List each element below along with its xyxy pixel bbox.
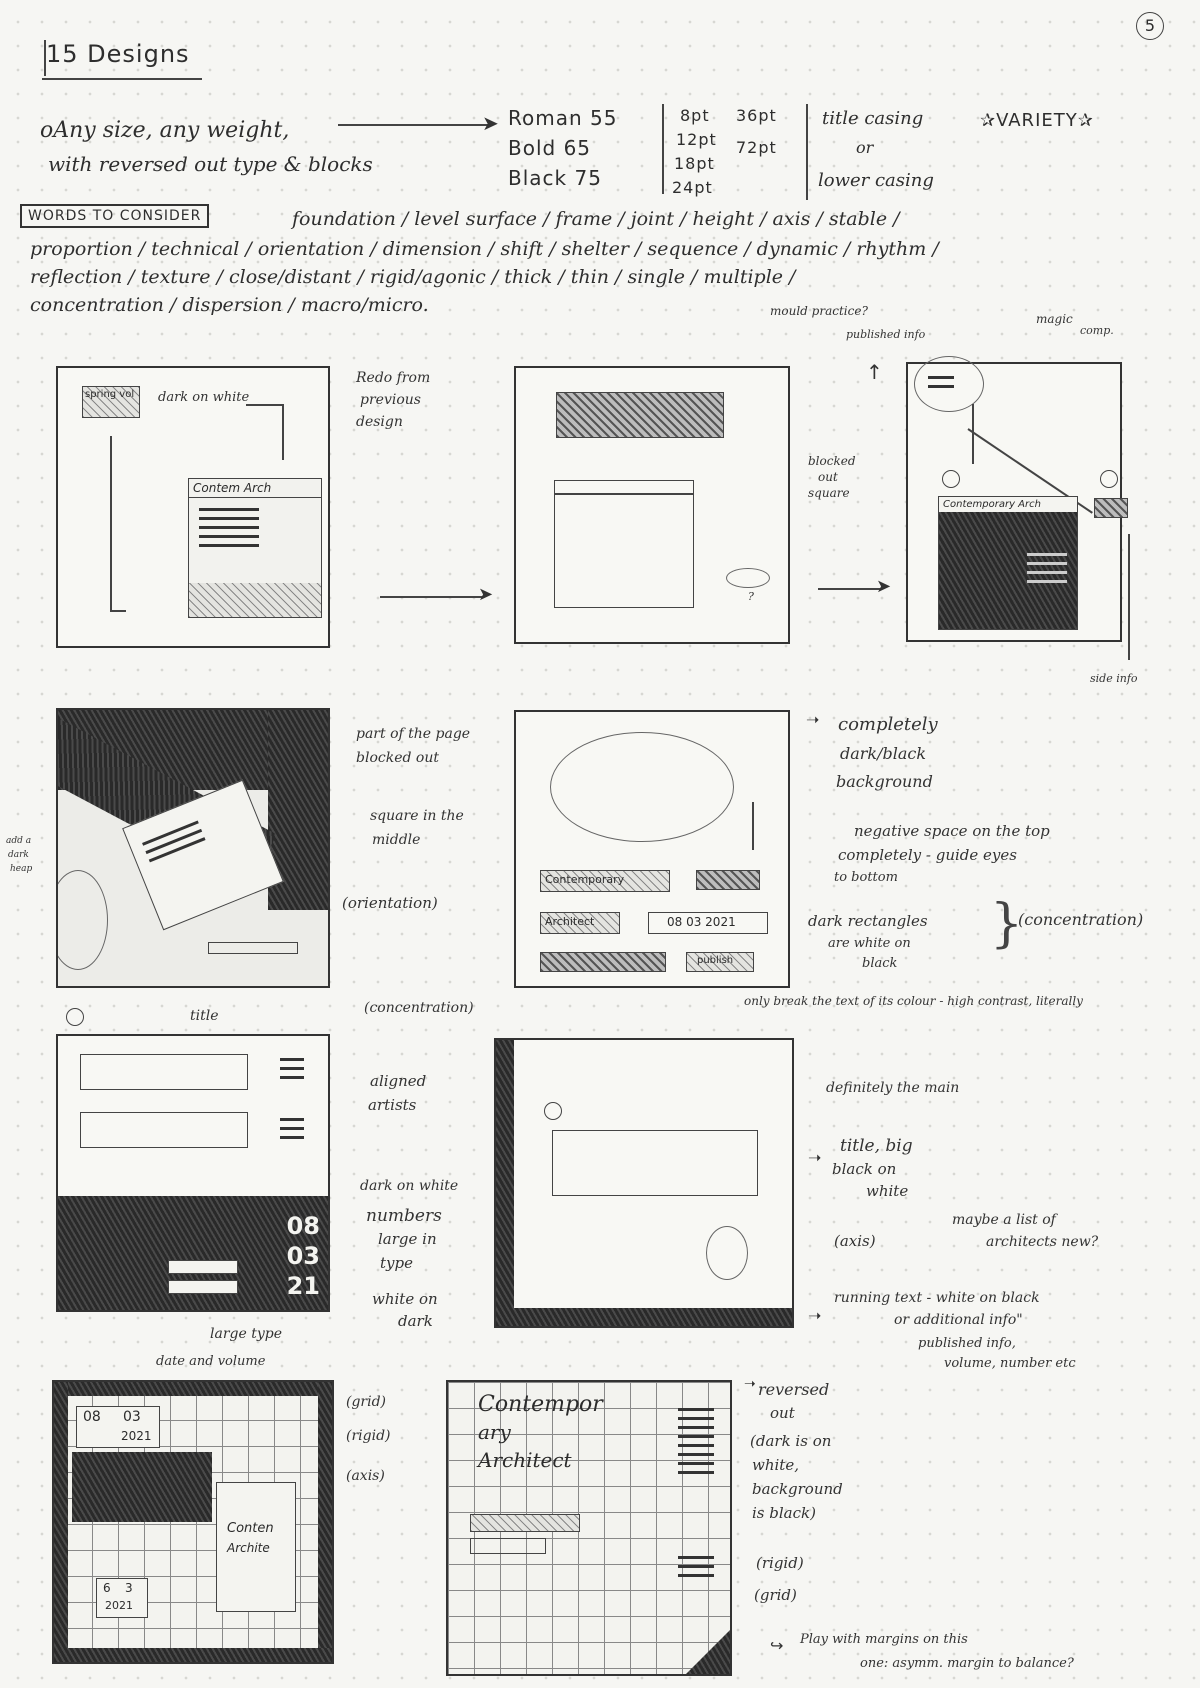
arrow-right-icon: ➤: [478, 584, 494, 605]
page-number: 5: [1136, 12, 1164, 40]
arrow-right-icon: ➝: [808, 1148, 822, 1167]
sketch-4b-text-3: Architect: [478, 1448, 572, 1472]
sketch-4a-small-3: 2021: [105, 1599, 133, 1612]
sketch-3b-concentration: (concentration): [364, 1000, 474, 1016]
sketch-4b-note-3: (dark is on: [750, 1432, 832, 1450]
size-18pt: 18pt: [674, 154, 715, 173]
sketch-2b-label-2: [540, 912, 620, 934]
arrow-right-icon: ➝: [744, 1376, 756, 1392]
sketch-1a-bracket-side: [282, 404, 284, 460]
variety-note: ✰VARIETY✰: [980, 110, 1094, 131]
redo-note-3: design: [356, 414, 403, 430]
sketch-1c-marker-2: [1100, 470, 1118, 488]
sketch-4b-corner: [686, 1630, 730, 1674]
sketch-1c: [906, 362, 1122, 642]
sketch-2b-publish-box: [686, 952, 754, 972]
sketch-3b: [494, 1038, 794, 1328]
sketch-2b-note-1: completely: [838, 714, 938, 735]
sketch-4b-tag-grid: (grid): [754, 1586, 797, 1604]
sketch-4a-date-3: 2021: [121, 1429, 152, 1443]
sketch-3a-aligned-1: aligned: [370, 1072, 427, 1090]
sketch-4a-tag-axis: (axis): [346, 1468, 385, 1484]
sketch-2b: [514, 710, 790, 988]
sketch-3b-dark-left: [496, 1040, 514, 1326]
sketch-2b-block-1: [696, 870, 760, 890]
sketch-1a-footer: [189, 583, 321, 617]
words-line-2: proportion / technical / orientation / dimension / shift / shelter / sequence / dynamic / rhythm /: [30, 238, 939, 260]
sketch-3a-digit-1: 08: [286, 1212, 320, 1240]
spec-line-2: with reversed out type & blocks: [48, 152, 373, 176]
words-line-1: foundation / level surface / frame / joint / height / axis / stable /: [292, 208, 900, 230]
sketch-3a-white-1: white on: [372, 1290, 438, 1308]
sketch-2a-square-1: square in the: [370, 808, 464, 824]
sketch-3b-dark-bottom: [496, 1308, 792, 1326]
size-36pt: 36pt: [736, 106, 777, 125]
sketch-4a-tag-rigid: (rigid): [346, 1428, 391, 1444]
sketch-3b-axis: (axis): [834, 1232, 876, 1250]
sketch-2a-note-1: part of the page: [356, 726, 471, 742]
sketch-1c-magic-1: magic: [1036, 312, 1073, 326]
sketch-2a-oval: [56, 870, 108, 970]
sketch-1a-label-box: [82, 386, 140, 418]
sketch-4b-tag-rigid: (rigid): [756, 1554, 804, 1572]
sketch-4b: [446, 1380, 732, 1676]
sketch-2b-label-2-text: Architect: [545, 915, 595, 928]
sketch-2a-side-2: dark: [8, 850, 29, 860]
sketch-2b-label-1: [540, 870, 670, 892]
sketch-2b-negative-2: completely - guide eyes: [838, 846, 1017, 864]
sketch-1a-content-title: Contem Arch: [189, 479, 321, 498]
sketch-1b-inner-line: [555, 493, 693, 495]
sketch-3a-dark-note: dark on white: [360, 1178, 459, 1194]
sketch-3a-numbers-1: numbers: [366, 1206, 442, 1226]
sketch-3b-definitely: definitely the main: [826, 1080, 960, 1096]
sketch-1a-label-text: spring vol: [85, 389, 135, 400]
sketch-2b-negative-3: to bottom: [834, 870, 898, 885]
sketch-1b-middle-block: [554, 480, 694, 608]
spec-line-1: oAny size, any weight,: [40, 118, 290, 143]
sketch-2a-note-2: blocked out: [356, 750, 439, 766]
sketch-4b-note-2: out: [770, 1404, 795, 1422]
sketch-4a: [52, 1380, 334, 1664]
sketch-1c-side-line: [1128, 534, 1130, 660]
sketch-1c-side-block: [1094, 498, 1128, 518]
sketch-1a-bracket-top: [246, 404, 284, 406]
sketch-2b-negative-1: negative space on the top: [854, 822, 1050, 840]
sketch-1b-question: ?: [748, 590, 754, 603]
sketch-3a-marker: [66, 1008, 84, 1026]
sketch-3a-white-box-2: [168, 1280, 238, 1294]
sketch-1c-marker-1: [942, 470, 960, 488]
sketch-4a-content-2: Archite: [227, 1541, 270, 1555]
sketch-2b-note-2: dark/black: [840, 744, 927, 763]
sketch-2b-date-text: 08 03 2021: [667, 915, 736, 929]
sketch-1b-blocked-1: blocked: [808, 454, 856, 468]
sketch-3a-large-type: large type: [210, 1326, 282, 1342]
size-8pt: 8pt: [680, 106, 710, 125]
sketch-3b-oval: [706, 1226, 748, 1280]
sketch-4b-text-1: Contempor: [478, 1392, 603, 1417]
sketch-4a-date-1: 08: [83, 1409, 101, 1425]
sketch-1a-axis-foot: [110, 610, 126, 612]
arrow-right-icon: ➤: [876, 576, 892, 597]
sketch-1c-text-lines: [1027, 547, 1067, 589]
sketch-1a-text-lines: [189, 498, 269, 557]
size-24pt: 24pt: [672, 178, 713, 197]
weight-roman: Roman 55: [508, 106, 618, 130]
sketch-4b-note-1: reversed: [758, 1380, 830, 1399]
words-label: WORDS TO CONSIDER: [20, 204, 209, 228]
sketch-4a-date-box: [76, 1406, 160, 1448]
sketch-4a-small-grid: [96, 1578, 148, 1618]
sketch-2a: [56, 708, 330, 988]
sketch-4b-note-5: background: [752, 1480, 843, 1498]
curly-brace: }: [990, 894, 1024, 954]
arrow-curve-icon: ↪: [770, 1636, 784, 1655]
sketch-3b-running-1: running text - white on black: [834, 1290, 1040, 1306]
title-underline: [42, 78, 202, 80]
sketch-4a-dark-frame-top: [54, 1382, 332, 1396]
sketch-3b-running-4: volume, number etc: [944, 1356, 1076, 1371]
row1-arrow-1: [380, 596, 484, 598]
sketch-3a-title-block-1: [80, 1054, 248, 1090]
sketch-3b-running-3: published info,: [918, 1336, 1016, 1351]
sketch-3b-running-2: or additional info": [894, 1312, 1023, 1328]
sketch-4a-small-2: 3: [125, 1581, 133, 1595]
sketch-4a-dark-frame-right: [318, 1382, 332, 1662]
sketch-4a-small-1: 6: [103, 1581, 111, 1595]
sketch-4b-bottom-lines: [678, 1550, 714, 1583]
sketch-2a-bottom-bar: [208, 942, 298, 954]
sketch-1b-oval: [726, 568, 770, 588]
sketch-3b-title-3: white: [866, 1182, 909, 1200]
sketch-3a-digit-2: 03: [286, 1242, 320, 1270]
sketch-3b-marker: [544, 1102, 562, 1120]
sketch-1c-content-block: [938, 496, 1078, 630]
sketch-1a-content-block: [188, 478, 322, 618]
sketch-4a-tag-grid: (grid): [346, 1394, 387, 1410]
sketch-4a-dark-frame-bottom: [54, 1648, 332, 1662]
size-12pt: 12pt: [676, 130, 717, 149]
sketch-3a-numbers-3: type: [380, 1254, 413, 1272]
spec-divider-2: [806, 104, 808, 200]
arrow-up-icon: ↑: [866, 360, 883, 384]
sketch-4b-bottom-2: one: asymm. margin to balance?: [860, 1656, 1074, 1671]
sketch-1a: [56, 366, 330, 648]
spec-divider-1: [662, 104, 664, 194]
sketch-2b-rect-3: black: [862, 956, 898, 971]
sketch-4b-block-1: [470, 1514, 580, 1532]
sketch-3a: [56, 1034, 330, 1312]
sketch-1c-magic-2: comp.: [1080, 324, 1114, 337]
page-title: 15 Designs: [46, 40, 190, 68]
sketch-1b-blocked-3: square: [808, 486, 850, 500]
sketch-3b-title-block: [552, 1130, 758, 1196]
sketch-2b-bottom-note: only break the text of its colour - high contrast, literally: [744, 994, 1083, 1008]
redo-note-1: Redo from: [356, 370, 431, 386]
weight-black: Black 75: [508, 166, 602, 190]
sketch-3a-artist-lines-2: [280, 1112, 304, 1145]
sketch-4a-content-box: [216, 1482, 296, 1612]
sketch-2a-square-2: middle: [372, 832, 421, 848]
sketch-3a-title-block-2: [80, 1112, 248, 1148]
arrow-right-icon: ➝: [806, 710, 820, 729]
casing-lower: lower casing: [818, 170, 934, 191]
sketch-2a-orientation: (orientation): [342, 894, 438, 912]
sketch-2a-side-3: heap: [10, 864, 33, 874]
sketch-4b-note-4: white,: [752, 1456, 799, 1474]
sketch-4b-bottom-1: Play with margins on this: [800, 1632, 968, 1647]
sketch-3a-white-box-1: [168, 1260, 238, 1274]
sketch-1b-published: published info: [846, 328, 926, 341]
sketch-3a-numbers-2: large in: [378, 1230, 437, 1248]
sketch-1b: [514, 366, 790, 644]
sketch-1b-blocked-2: out: [818, 470, 838, 484]
sketch-3a-digit-3: 21: [286, 1272, 320, 1300]
sketch-1b-note-top: mould practice?: [770, 304, 868, 318]
sketch-3b-maybe-2: architects new?: [986, 1234, 1099, 1250]
sketch-2b-publish-text: publish: [697, 955, 734, 966]
sketch-2b-date-box: [648, 912, 768, 934]
words-line-3: reflection / texture / close/distant / rigid/agonic / thick / thin / single / multiple /: [30, 266, 796, 288]
sketch-4a-content-1: Conten: [227, 1521, 274, 1536]
sketch-2b-down-line: [752, 802, 754, 850]
title-bar: [44, 40, 46, 76]
weight-bold: Bold 65: [508, 136, 592, 160]
sketch-2a-side-1: add a: [6, 836, 32, 846]
sketch-3a-aligned-2: artists: [368, 1096, 417, 1114]
sketch-2b-rect-1: dark rectangles: [808, 912, 928, 930]
sketch-1c-content-title: Contemporary Arch: [939, 497, 1077, 512]
sketch-2b-rect-2: are white on: [828, 936, 911, 951]
spec-arrow-line: [338, 124, 488, 126]
arrow-right-icon: ➝: [808, 1306, 822, 1325]
sketch-1a-axis: [110, 436, 112, 612]
sketch-2b-label-1-text: Contemporary: [545, 873, 625, 886]
sketch-4a-date-2: 03: [123, 1409, 141, 1425]
arrow-right-icon: ➤: [482, 111, 499, 135]
sketch-4a-dark-frame-left: [54, 1382, 68, 1662]
sketch-1b-top-block: [556, 392, 724, 438]
sketch-4b-text-2: ary: [478, 1420, 511, 1444]
words-line-4: concentration / dispersion / macro/micro.: [30, 294, 429, 316]
sketch-3b-title-1: title, big: [840, 1136, 913, 1156]
sketch-4b-note-6: is black): [752, 1504, 816, 1522]
sketch-2b-block-2: [540, 952, 666, 972]
sketch-3b-maybe-1: maybe a list of: [952, 1212, 1056, 1228]
casing-or: or: [856, 138, 874, 157]
sketch-2b-concentration: (concentration): [1018, 910, 1144, 929]
sketch-4a-date-note: date and volume: [156, 1354, 266, 1369]
sketch-3a-title-note: title: [190, 1008, 219, 1024]
sketch-1a-note: dark on white: [158, 390, 250, 405]
sketch-3b-title-2: black on: [832, 1160, 897, 1178]
casing-title: title casing: [822, 108, 924, 129]
sketch-4a-dark-block: [72, 1452, 212, 1522]
redo-note-2: previous: [360, 392, 421, 408]
sketch-3a-artist-lines-1: [280, 1052, 304, 1085]
sketch-4b-block-2: [470, 1538, 546, 1554]
sketch-1c-side-note: side info: [1090, 672, 1138, 685]
sketch-4b-side-lines: [678, 1402, 714, 1480]
sketch-2b-note-3: background: [836, 772, 933, 791]
sketch-3a-white-2: dark: [398, 1312, 433, 1330]
sketch-2b-oval: [550, 732, 734, 842]
row1-arrow-2: [818, 588, 882, 590]
size-72pt: 72pt: [736, 138, 777, 157]
